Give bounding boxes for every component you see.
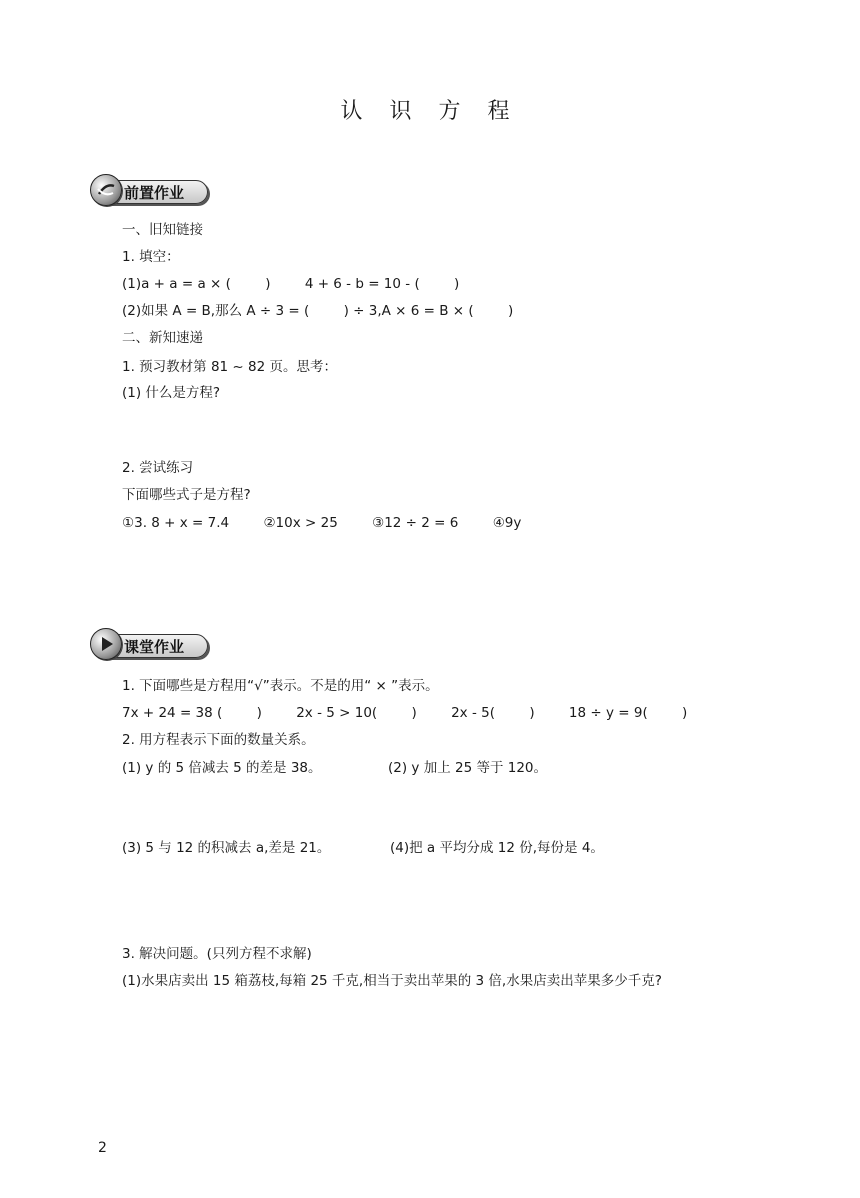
page-title: 认 识 方 程 (340, 99, 520, 124)
solve-item-1: (1)水果店卖出 15 箱荔枝,每箱 25 千克,相当于卖出苹果的 3 倍,水果店卖出苹果多少千克? (122, 973, 662, 989)
play-badge-icon (90, 628, 122, 660)
express-item-1: (1) y 的 5 倍减去 5 的差是 38。 (122, 760, 322, 776)
fill-line-2: (2)如果 A = B,那么 A ÷ 3 = ( ) ÷ 3,A × 6 = B × ( ) (122, 303, 514, 319)
express-item-2: (2) y 加上 25 等于 120。 (388, 760, 548, 776)
heading-new-knowledge: 二、新知速递 (122, 330, 203, 346)
mark-items: 7x + 24 = 38 ( ) 2x - 5 > 10( ) 2x - 5( ) 18 ÷ y = 9( ) (122, 705, 688, 721)
section-banner-class (90, 628, 210, 662)
section-banner-pre (90, 174, 210, 208)
question-fill: 1. 填空： (122, 249, 180, 265)
section-label-class: 课堂作业 (124, 638, 185, 656)
solve-heading: 3. 解决问题。(只列方程不求解) (122, 946, 312, 962)
express-heading: 2. 用方程表示下面的数量关系。 (122, 732, 315, 748)
try-practice: 2. 尝试练习 (122, 460, 194, 476)
express-item-3: (3) 5 与 12 的积减去 a,差是 21。 (122, 840, 331, 856)
pencil-badge-icon (90, 174, 122, 206)
heading-old-knowledge: 一、旧知链接 (122, 222, 203, 238)
section-label-pre: 前置作业 (124, 184, 185, 202)
mark-instruction: 1. 下面哪些是方程用“√”表示。不是的用“ × ”表示。 (122, 678, 439, 694)
which-are-equations: 下面哪些式子是方程? (122, 487, 251, 503)
page-number: 2 (98, 1140, 107, 1156)
equation-options: ①3. 8 + x = 7.4 ②10x > 25 ③12 ÷ 2 = 6 ④9y (122, 515, 522, 531)
preview-question: 1. 预习教材第 81 ~ 82 页。思考： (122, 359, 338, 375)
fill-line-1: (1)a + a = a × ( ) 4 + 6 - b = 10 - ( ) (122, 276, 460, 292)
what-is-equation: (1) 什么是方程? (122, 385, 221, 401)
express-item-4: (4)把 a 平均分成 12 份,每份是 4。 (390, 840, 604, 856)
